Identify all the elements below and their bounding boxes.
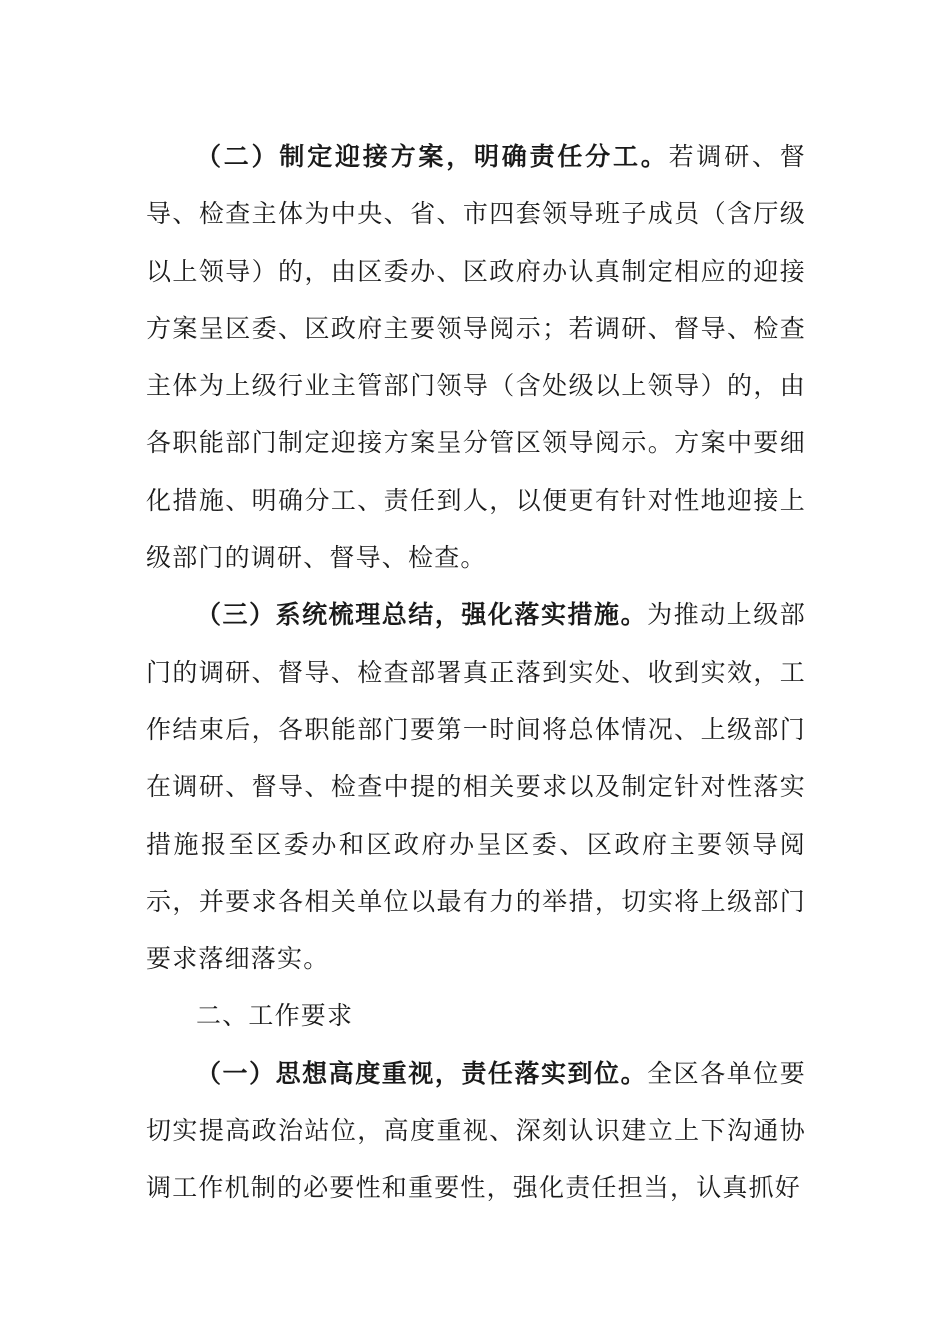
paragraph-plan bbox=[146, 128, 806, 586]
paragraph-text: 若调研、督导、检查主体为中央、省、市四套领导班子成员（含厅级以上领导）的，由区委办、区政府办认真制定相应的迎接方案呈区委、区政府主要领导阅示；若调研、督导、检查主体为上级行业主管部门领导（含处级以上领导）的，由各职能部门制定迎接方案呈分管区领导阅示。方案中要细化措施、明确分工、责任到人，以便更有针对性地迎接上级部门的调研、督导、检查。 bbox=[146, 142, 806, 573]
section-heading: 二、工作要求 bbox=[196, 1001, 354, 1031]
paragraph-lead: （三）系统梳理总结，强化落实措施。 bbox=[196, 600, 648, 630]
paragraph-text: 全区各单位要切实提高政治站位，高度重视、深刻认识建立上下沟通协调工作机制的必要性和重要性，强化责任担当，认真抓好 bbox=[146, 1058, 807, 1203]
document-body bbox=[146, 128, 806, 1217]
paragraph-summary bbox=[146, 586, 806, 987]
paragraph-lead: （一）思想高度重视，责任落实到位。 bbox=[196, 1058, 648, 1088]
paragraph-text: 为推动上级部门的调研、督导、检查部署真正落到实处、收到实效，工作结束后，各职能部门要第一时间将总体情况、上级部门在调研、督导、检查中提的相关要求以及制定针对性落实措施报至区委办和区政府办呈区委、区政府主要领导阅示，并要求各相关单位以最有力的举措，切实将上级部门要求落细落实。 bbox=[146, 600, 807, 974]
paragraph-requirements bbox=[146, 1045, 806, 1217]
paragraph-lead: （二）制定迎接方案，明确责任分工。 bbox=[196, 142, 669, 171]
